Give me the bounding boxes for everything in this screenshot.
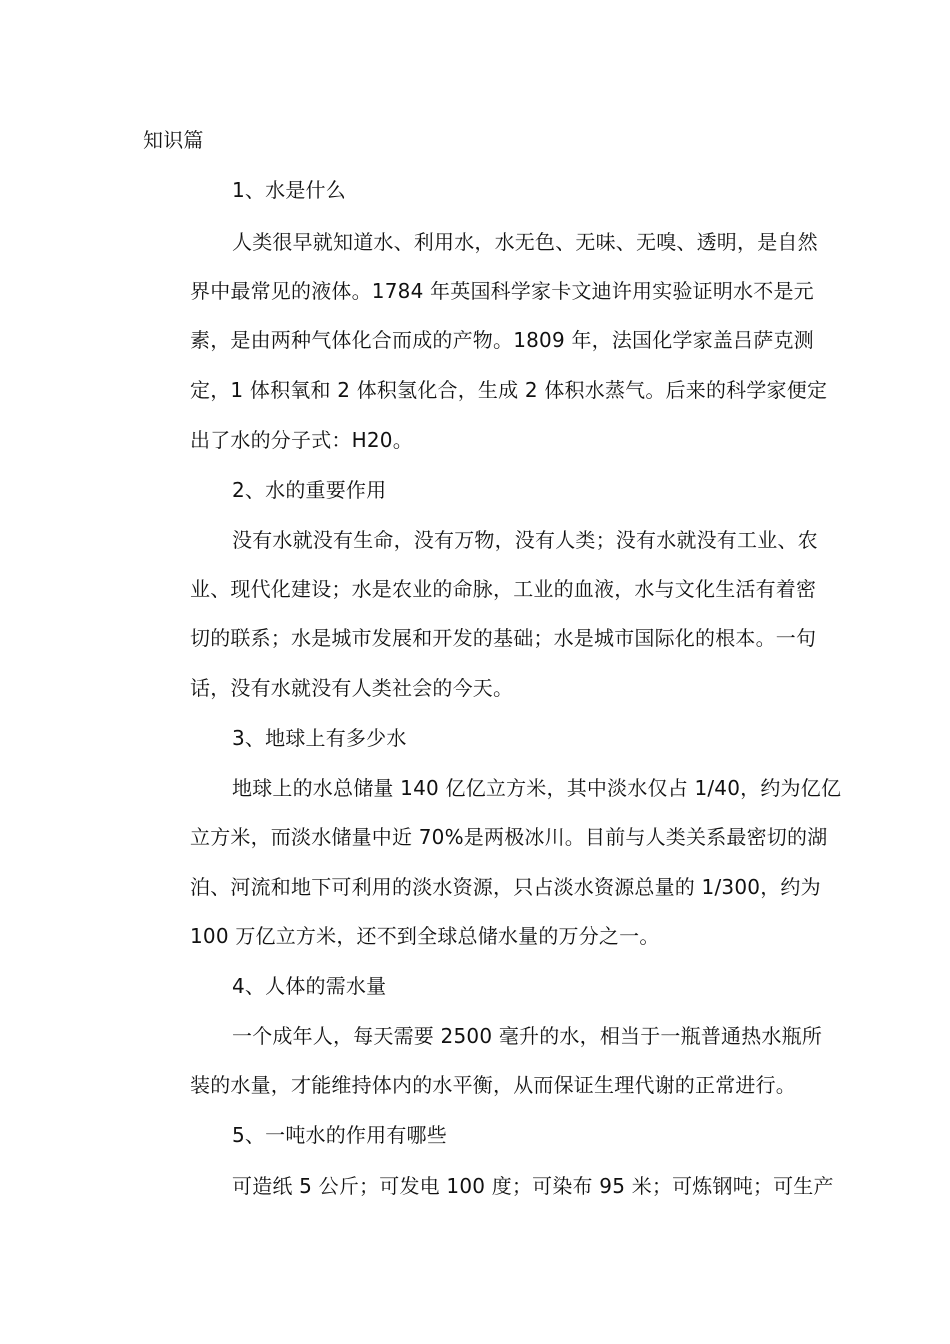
paragraph-line: 业、现代化建设；水是农业的命脉，工业的血液，水与文化生活有着密: [190, 577, 817, 601]
paragraph-line: 泊、河流和地下可利用的淡水资源，只占淡水资源总量的 1/300，约为: [190, 875, 821, 899]
paragraph-line: 100 万亿立方米，还不到全球总储水量的万分之一。: [190, 924, 660, 948]
heading-2: 2、水的重要作用: [232, 478, 387, 502]
heading-3: 3、地球上有多少水: [232, 726, 407, 750]
paragraph-line: 装的水量，才能维持体内的水平衡，从而保证生理代谢的正常进行。: [190, 1073, 796, 1097]
paragraph-line: 可造纸 5 公斤；可发电 100 度；可染布 95 米；可炼钢吨；可生产: [232, 1174, 834, 1198]
paragraph-line: 话，没有水就没有人类社会的今天。: [190, 676, 514, 700]
paragraph-line: 人类很早就知道水、利用水，水无色、无味、无嗅、透明，是自然: [232, 230, 818, 254]
paragraph-line: 出了水的分子式：H20。: [190, 428, 413, 452]
paragraph-line: 界中最常见的液体。1784 年英国科学家卡文迪许用实验证明水不是元: [190, 279, 814, 303]
heading-4: 4、人体的需水量: [232, 974, 387, 998]
paragraph-line: 没有水就没有生命，没有万物，没有人类；没有水就没有工业、农: [232, 528, 818, 552]
heading-1: 1、水是什么: [232, 178, 346, 202]
paragraph-line: 立方米，而淡水储量中近 70%是两极冰川。目前与人类关系最密切的湖: [190, 825, 828, 849]
section-title: 知识篇: [143, 128, 204, 152]
paragraph-line: 切的联系；水是城市发展和开发的基础；水是城市国际化的根本。一句: [190, 626, 817, 650]
paragraph-line: 素，是由两种气体化合而成的产物。1809 年，法国化学家盖吕萨克测: [190, 328, 814, 352]
paragraph-line: 定，1 体积氧和 2 体积氢化合，生成 2 体积水蒸气。后来的科学家便定: [190, 378, 828, 402]
paragraph-line: 地球上的水总储量 140 亿亿立方米，其中淡水仅占 1/40，约为亿亿: [232, 776, 842, 800]
heading-5: 5、一吨水的作用有哪些: [232, 1123, 447, 1147]
paragraph-line: 一个成年人，每天需要 2500 毫升的水，相当于一瓶普通热水瓶所: [232, 1024, 823, 1048]
